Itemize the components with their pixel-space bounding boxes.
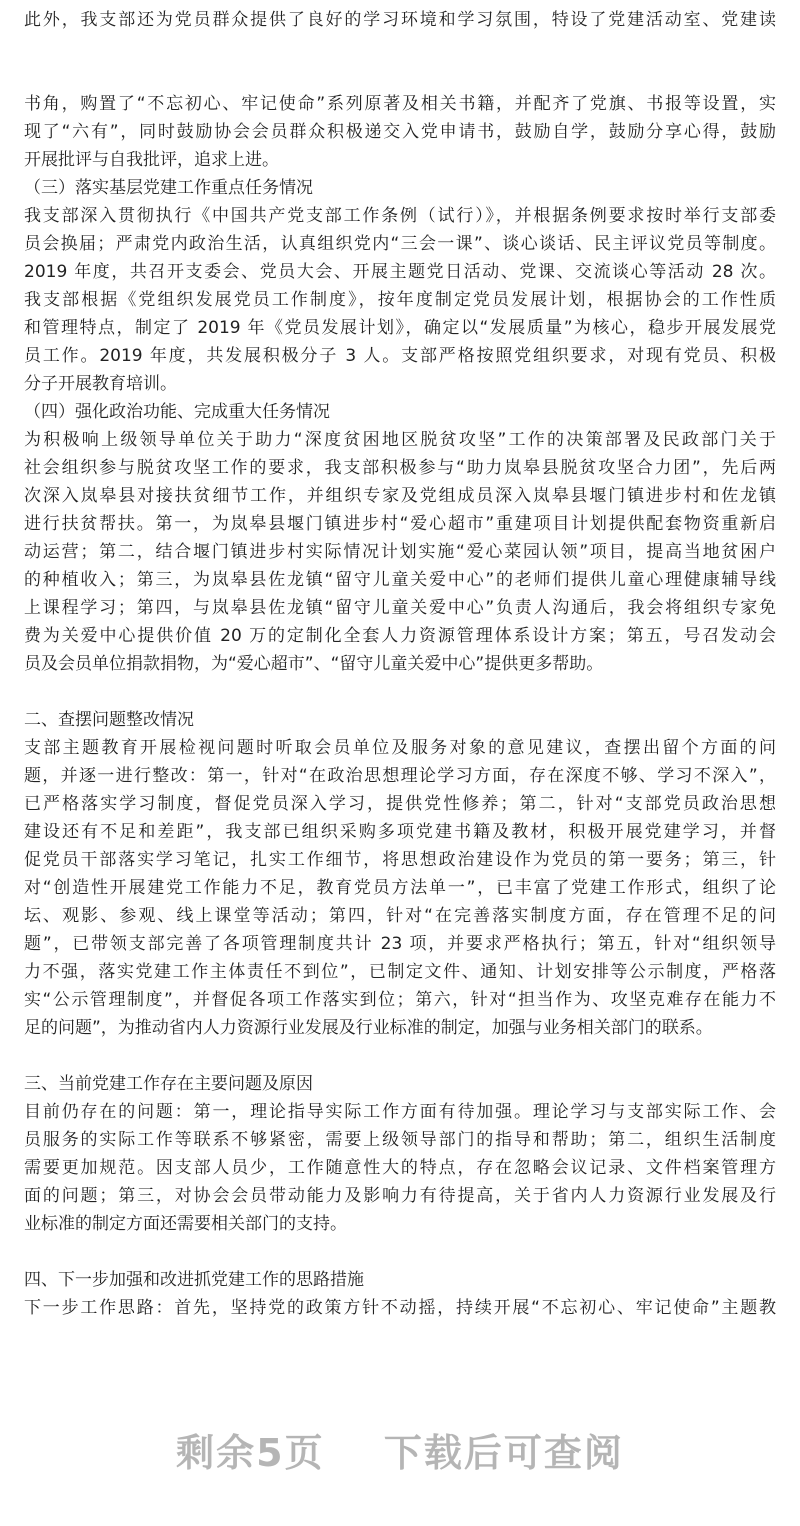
text-line: 员会换届；严肃党内政治生活，认真组织党内“三会一课”、谈心谈话、民主评议党员等制度。: [24, 234, 776, 254]
text-line: 2019 年度，共召开支委会、党员大会、开展主题党日活动、党课、交流谈心等活动 28 次。: [24, 262, 776, 282]
text-line: 对“创造性开展建党工作能力不足，教育党员方法单一”，已丰富了党建工作形式，组织了论: [24, 878, 776, 898]
text-line: 的种植收入；第三，为岚皋县佐龙镇“留守儿童关爱中心”的老师们提供儿童心理健康辅导线: [24, 570, 776, 590]
blank-line: [24, 1238, 776, 1266]
blank-line: [24, 1042, 776, 1070]
text-line: 题”，已带领支部完善了各项管理制度共计 23 项，并要求严格执行；第五，针对“组织领导: [24, 934, 776, 954]
text-line: （四）强化政治功能、完成重大任务情况: [24, 402, 330, 422]
text-line: （三）落实基层党建工作重点任务情况: [24, 178, 313, 198]
paragraph: [24, 1294, 776, 1322]
section-heading: [24, 1070, 776, 1098]
text-line: 三、当前党建工作存在主要问题及原因: [24, 1074, 313, 1094]
text-line: 建设还有不足和差距”，我支部已组织采购多项党建书籍及教材，积极开展党建学习，并督: [24, 822, 776, 842]
section-heading: [24, 1266, 776, 1294]
document-body: [24, 6, 776, 1322]
text-line: 面的问题；第三，对协会会员带动能力及影响力有待提高，关于省内人力资源行业发展及行: [24, 1186, 776, 1206]
section-heading: [24, 398, 776, 426]
text-line: 需要更加规范。因支部人员少，工作随意性大的特点，存在忽略会议记录、文件档案管理方: [24, 1158, 776, 1178]
text-line: 目前仍存在的问题：第一，理论指导实际工作方面有待加强。理论学习与支部实际工作、会: [24, 1102, 776, 1122]
text-line: 我支部深入贯彻执行《中国共产党支部工作条例（试行）》，并根据条例要求按时举行支部委: [24, 206, 776, 226]
text-line: 为积极响上级领导单位关于助力“深度贫困地区脱贫攻坚”工作的决策部署及民政部门关于: [24, 430, 776, 450]
paragraph: [24, 426, 776, 678]
text-line: 动运营；第二，结合堰门镇进步村实际情况计划实施“爱心菜园认领”项目，提高当地贫困户: [24, 542, 776, 562]
blank-line: [24, 678, 776, 706]
text-line: 和管理特点，制定了 2019 年《党员发展计划》，确定以“发展质量”为核心，稳步开展发展党: [24, 318, 776, 338]
paragraph: [24, 202, 776, 398]
text-line: 实“公示管理制度”，并督促各项工作落实到位；第六，针对“担当作为、攻坚克难存在能力不: [24, 990, 776, 1010]
text-line: 现了“六有”，同时鼓励协会会员群众积极递交入党申请书，鼓励自学，鼓励分享心得，鼓励: [24, 122, 776, 142]
text-line: 上课程学习；第四，与岚皋县佐龙镇“留守儿童关爱中心”负责人沟通后，我会将组织专家免: [24, 598, 776, 618]
text-line: 进行扶贫帮扶。第一，为岚皋县堰门镇进步村“爱心超市”重建项目计划提供配套物资重新启: [24, 514, 776, 534]
text-line: 已严格落实学习制度，督促党员深入学习，提供党性修养；第二，针对“支部党员政治思想: [24, 794, 776, 814]
text-line: 业标准的制定方面还需要相关部门的支持。: [24, 1214, 347, 1234]
text-line: 员服务的实际工作等联系不够紧密，需要上级领导部门的指导和帮助；第二，组织生活制度: [24, 1130, 776, 1150]
text-line: 促党员干部落实学习笔记，扎实工作细节，将思想政治建设作为党员的第一要务；第三，针: [24, 850, 776, 870]
paragraph: [24, 90, 776, 174]
text-line: 书角，购置了“不忘初心、牢记使命”系列原著及相关书籍，并配齐了党旗、书报等设置，实: [24, 94, 776, 114]
text-line: 员工作。2019 年度，共发展积极分子 3 人。支部严格按照党组织要求，对现有党员、积极: [24, 346, 776, 366]
download-to-view-label[interactable]: 下载后可查阅: [383, 1431, 624, 1475]
blank-line: [24, 62, 776, 90]
paragraph: [24, 734, 776, 1042]
text-line: 足的问题”，为推动省内人力资源行业发展及行业标准的制定，加强与业务相关部门的联系。: [24, 1018, 713, 1038]
text-line: 社会组织参与脱贫攻坚工作的要求，我支部积极参与“助力岚皋县脱贫攻坚合力团”，先后两: [24, 458, 776, 478]
text-line: 我支部根据《党组织发展党员工作制度》，按年度制定党员发展计划，根据协会的工作性质: [24, 290, 776, 310]
text-line: 二、查摆问题整改情况: [24, 710, 194, 730]
section-heading: [24, 174, 776, 202]
text-line: 开展批评与自我批评，追求上进。: [24, 150, 279, 170]
text-line: 题，并逐一进行整改：第一，针对“在政治思想理论学习方面，存在深度不够、学习不深入”，: [24, 766, 776, 786]
remaining-pages-label: 剩余5页: [176, 1431, 325, 1475]
blank-line: [24, 34, 776, 62]
text-line: 次深入岚皋县对接扶贫细节工作，并组织专家及党组成员深入岚皋县堰门镇进步村和佐龙镇: [24, 486, 776, 506]
text-line: 此外，我支部还为党员群众提供了良好的学习环境和学习氛围，特设了党建活动室、党建读: [24, 10, 776, 30]
section-heading: [24, 706, 776, 734]
text-line: 费为关爱中心提供价值 20 万的定制化全套人力资源管理体系设计方案；第五，号召发动会: [24, 626, 776, 646]
text-line: 支部主题教育开展检视问题时听取会员单位及服务对象的意见建议，查摆出留个方面的问: [24, 738, 776, 758]
text-line: 分子开展教育培训。: [24, 374, 177, 394]
text-line: 下一步工作思路：首先，坚持党的政策方针不动摇，持续开展“不忘初心、牢记使命”主题教: [24, 1298, 776, 1318]
text-line: 坛、观影、参观、线上课堂等活动；第四，针对“在完善落实制度方面，存在管理不足的问: [24, 906, 776, 926]
text-line: 员及会员单位捐款捐物，为“爱心超市”、“留守儿童关爱中心”提供更多帮助。: [24, 654, 604, 674]
download-banner[interactable]: [0, 1422, 800, 1477]
paragraph: [24, 6, 776, 34]
paragraph: [24, 1098, 776, 1238]
text-line: 力不强，落实党建工作主体责任不到位”，已制定文件、通知、计划安排等公示制度，严格落: [24, 962, 776, 982]
text-line: 四、下一步加强和改进抓党建工作的思路措施: [24, 1270, 364, 1290]
